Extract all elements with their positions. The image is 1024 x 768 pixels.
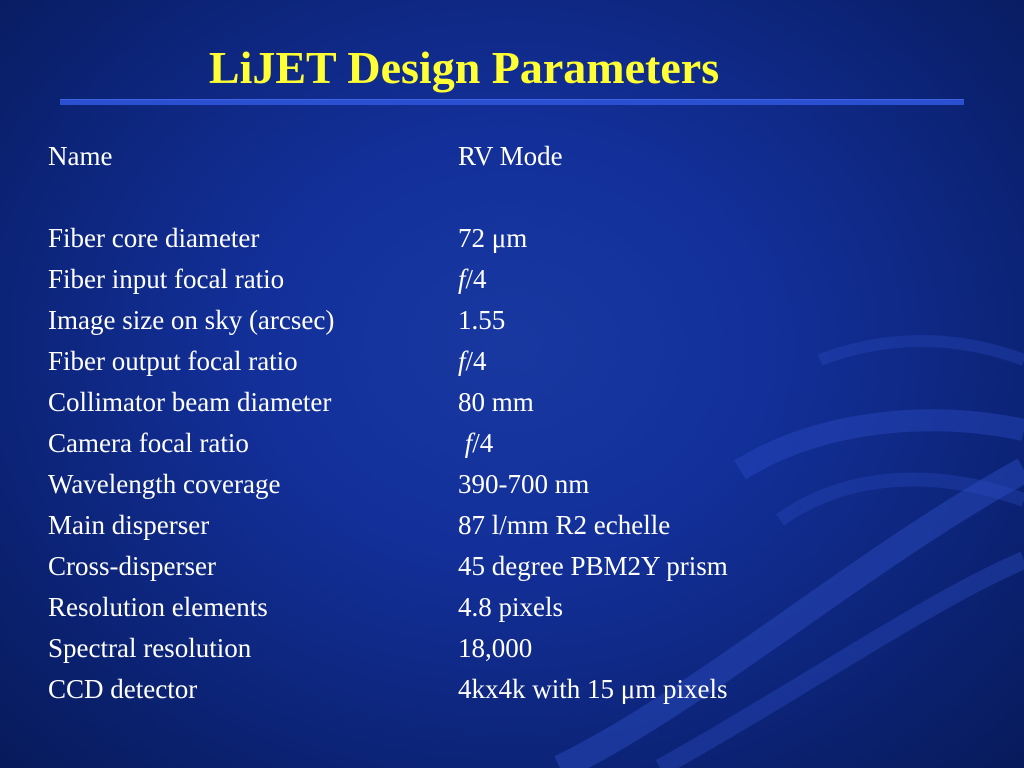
parameter-value-rest: /4: [472, 428, 494, 458]
header-mode: RV Mode: [458, 141, 563, 171]
parameter-value-italic: f: [464, 428, 473, 458]
title-underline: [60, 99, 964, 105]
parameter-value: 18,000: [458, 633, 533, 663]
parameter-value: [458, 341, 487, 382]
parameter-value-rest: /4: [465, 346, 487, 376]
parameter-value: [458, 259, 487, 300]
parameter-label: Camera focal ratio: [48, 428, 249, 458]
parameter-label: Main disperser: [48, 510, 210, 540]
parameter-value: 4.8 pixels: [458, 592, 563, 622]
parameter-value: [458, 423, 493, 464]
parameter-value: 4kx4k with 15 μm pixels: [458, 674, 728, 704]
parameter-value: 45 degree PBM2Y prism: [458, 551, 728, 581]
parameter-value-italic: f: [458, 264, 466, 294]
parameter-label: Resolution elements: [48, 592, 268, 622]
parameter-label: Cross-disperser: [48, 551, 216, 581]
parameter-value-rest: /4: [465, 264, 487, 294]
parameter-value: 1.55: [458, 305, 506, 335]
parameter-label: Collimator beam diameter: [48, 387, 332, 417]
parameter-label: Fiber core diameter: [48, 223, 260, 253]
parameter-value: 72 μm: [458, 223, 528, 253]
parameter-label: Image size on sky (arcsec): [48, 305, 335, 335]
parameter-value-italic: f: [458, 346, 466, 376]
parameter-label: Fiber input focal ratio: [48, 264, 285, 294]
parameter-value: 80 mm: [458, 387, 534, 417]
parameter-label: CCD detector: [48, 674, 198, 704]
parameter-value: 390-700 nm: [458, 469, 590, 499]
parameter-label: Wavelength coverage: [48, 469, 281, 499]
parameter-value: 87 l/mm R2 echelle: [458, 510, 671, 540]
slide-title: LiJET Design Parameters: [208, 42, 720, 93]
header-name: Name: [48, 141, 113, 171]
parameter-label: Spectral resolution: [48, 633, 252, 663]
parameter-label: Fiber output focal ratio: [48, 346, 298, 376]
